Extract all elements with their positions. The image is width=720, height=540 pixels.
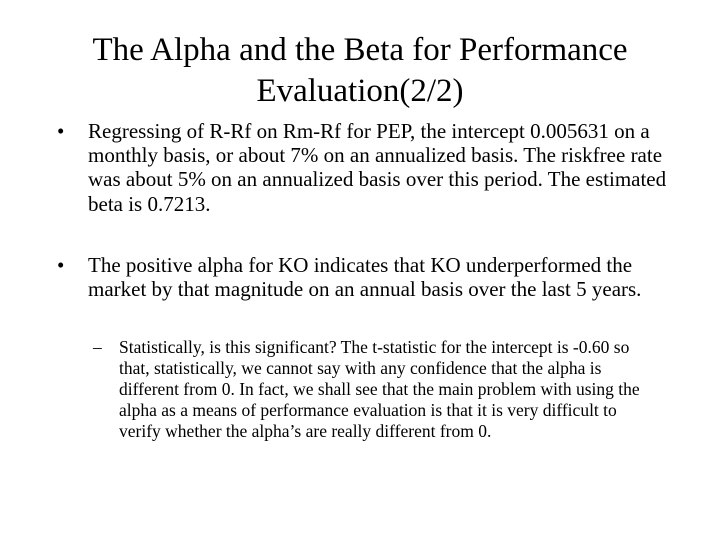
sub-bullet-text: Statistically, is this significant? The t-statistic for the intercept is -0.60 so that, statistically, we cannot say with any confidence that the alpha is different from 0. In fact, we shall see that the main problem with using the alpha as a means of performance evaluation is that it is very difficult to verify whether the alpha’s are really different from 0. <box>119 337 640 441</box>
slide-title <box>40 30 680 112</box>
bullet-item-ko-alpha <box>57 253 678 302</box>
bullet-item-pep-regression <box>57 119 678 216</box>
bullet-text: The positive alpha for KO indicates that KO underperformed the market by that magnitude on an annual basis over the last 5 years. <box>88 253 642 302</box>
bullet-marker: • <box>57 119 65 143</box>
sub-bullet-item-significance <box>93 337 659 442</box>
slide-title-line-1: The Alpha and the Beta for Performance <box>92 32 628 68</box>
bullet-text: Regressing of R-Rf on Rm-Rf for PEP, the intercept 0.005631 on a monthly basis, or about 7% on an annualized basis. The riskfree rate was about 5% on an annualized basis over this period. The estimated beta is 0.7213. <box>88 119 667 216</box>
sub-bullet-marker: – <box>93 337 102 357</box>
slide-title-line-2: Evaluation(2/2) <box>256 73 464 109</box>
bullet-marker: • <box>57 253 65 277</box>
